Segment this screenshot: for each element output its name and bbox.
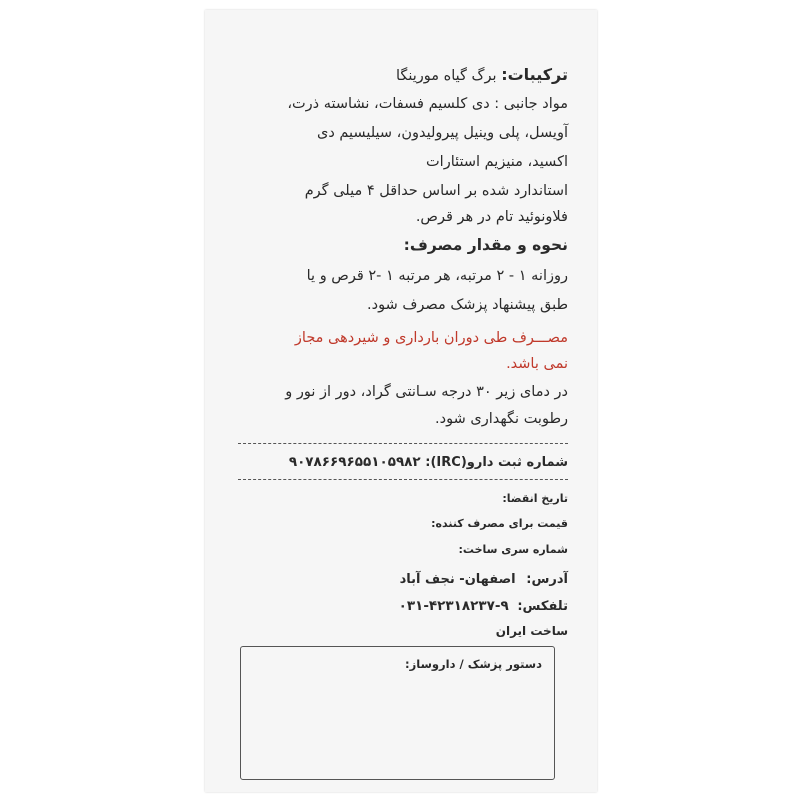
batch-label: شماره سری ساخت: (458, 543, 568, 556)
origin-text: ساخت ایران (495, 624, 568, 638)
storage-line-2: رطوبت نگهداری شود. (435, 411, 568, 427)
prescription-box-label: دستور پزشک / داروساز: (405, 657, 542, 671)
excipients-line-2: آویسل، پلی وینیل پیرولیدون، سیلیسیم دی (316, 125, 568, 141)
address-line (238, 568, 568, 591)
standardization-line-2: فلاونوئید تام در هر قرص. (415, 209, 568, 225)
phone-label: تلفکس: (517, 599, 568, 614)
divider-lower (238, 479, 568, 480)
address-label: آدرس: (526, 572, 568, 587)
excipients-line-3: اکسید، منیزیم استئارات (426, 154, 568, 170)
dosage-line-1: روزانه ۱ - ۲ مرتبه، هر مرتبه ۱ -۲ قرص و یا (306, 268, 568, 284)
dosage-line-2: طبق پیشنهاد پزشک مصرف شود. (367, 297, 568, 313)
ingredients-value: برگ گیاه مورینگا (395, 68, 502, 84)
ingredients-heading: ترکیبات: (501, 65, 568, 84)
ingredients-line (238, 64, 568, 87)
dosage-heading: نحوه و مقدار مصرف: (403, 236, 568, 254)
divider-upper (238, 443, 568, 444)
storage-line-1: در دمای زیر ۳۰ درجه سـانتی گراد، دور از نور و (285, 384, 568, 400)
registration-label: شماره ثبت دارو(IRC): (425, 455, 568, 470)
expiry-label: تاریخ انقضا: (502, 492, 568, 505)
registration-line (238, 451, 568, 474)
address-value: اصفهان- نجف آباد (399, 572, 516, 587)
prescription-box (240, 646, 555, 780)
excipients-line-1: مواد جانبی : دی کلسیم فسفات، نشاسته ذرت، (287, 96, 568, 112)
phone-line (238, 595, 568, 618)
standardization-line-1: استاندارد شده بر اساس حداقل ۴ میلی گرم (304, 183, 568, 199)
warning-line-2: نمی باشد. (506, 356, 568, 372)
phone-value: ۹-۴۲۳۱۸۲۳۷-۰۳۱ (398, 598, 509, 614)
consumer-price-label: قیمت برای مصرف کننده: (431, 517, 568, 530)
registration-number: ۹۰۷۸۶۶۹۶۵۵۱۰۵۹۸۲ (288, 454, 421, 470)
warning-line-1: مصـــرف طی دوران بارداری و شیردهی مجاز (294, 330, 568, 346)
